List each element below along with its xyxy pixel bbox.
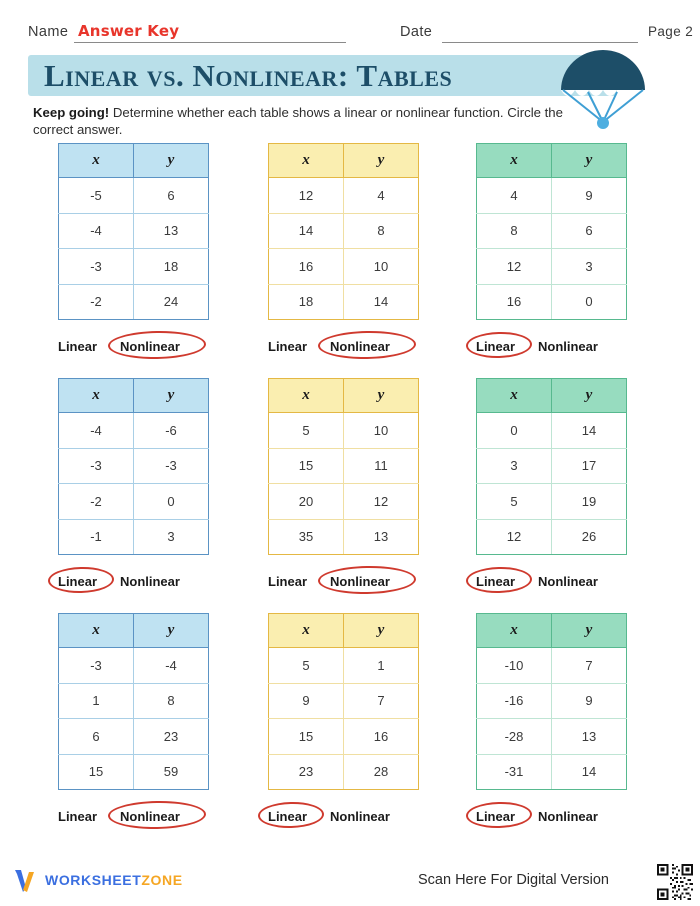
cell-y: 19 (552, 484, 627, 520)
problem-9 (462, 613, 652, 835)
column-header-x: x (269, 614, 344, 648)
function-table (268, 378, 419, 555)
table-row (269, 413, 419, 449)
table-row (59, 484, 209, 520)
cell-x: 4 (477, 178, 552, 214)
cell-x: -2 (59, 284, 134, 320)
cell-y: 28 (344, 754, 419, 790)
cell-y: -6 (134, 413, 209, 449)
choice-nonlinear[interactable]: Nonlinear (330, 809, 390, 824)
table-row (59, 213, 209, 249)
cell-x: 16 (477, 284, 552, 320)
choice-nonlinear[interactable]: Nonlinear (538, 574, 598, 589)
table-row (269, 213, 419, 249)
function-table (476, 143, 627, 320)
choice-linear[interactable]: Linear (476, 339, 516, 354)
problem-4 (44, 378, 234, 600)
cell-y: 0 (552, 284, 627, 320)
choice-linear[interactable]: Linear (58, 809, 98, 824)
cell-x: -3 (59, 249, 134, 285)
choice-linear[interactable]: Linear (268, 809, 308, 824)
answer-choices (462, 570, 652, 600)
problem-1 (44, 143, 234, 365)
cell-x: 12 (477, 519, 552, 555)
cell-x: -16 (477, 683, 552, 719)
column-header-y: y (552, 614, 627, 648)
column-header-y: y (344, 144, 419, 178)
cell-x: 12 (477, 249, 552, 285)
cell-y: 6 (134, 178, 209, 214)
function-table (476, 613, 627, 790)
date-writing-line (442, 42, 638, 43)
choice-nonlinear[interactable]: Nonlinear (538, 809, 598, 824)
table-row (477, 178, 627, 214)
cell-x: 9 (269, 683, 344, 719)
cell-x: 20 (269, 484, 344, 520)
table-row (269, 284, 419, 320)
cell-x: -28 (477, 719, 552, 755)
problem-row (0, 378, 700, 613)
answer-choices (462, 335, 652, 365)
table-row (269, 448, 419, 484)
column-header-x: x (269, 144, 344, 178)
table-row (269, 719, 419, 755)
table-row (269, 648, 419, 684)
cell-y: 24 (134, 284, 209, 320)
table-row (477, 484, 627, 520)
cell-y: 4 (344, 178, 419, 214)
function-table (58, 378, 209, 555)
table-row (269, 754, 419, 790)
column-header-x: x (269, 379, 344, 413)
column-header-y: y (552, 144, 627, 178)
choice-nonlinear[interactable]: Nonlinear (120, 574, 180, 589)
date-label: Date (400, 24, 433, 40)
cell-y: 26 (552, 519, 627, 555)
column-header-x: x (477, 379, 552, 413)
table-row (477, 683, 627, 719)
cell-y: 10 (344, 413, 419, 449)
table-row (59, 413, 209, 449)
problem-grid (0, 143, 700, 848)
choice-nonlinear[interactable]: Nonlinear (330, 339, 390, 354)
footer (0, 862, 700, 906)
name-label: Name (28, 24, 69, 40)
cell-y: 1 (344, 648, 419, 684)
instructions-body: Determine whether each table shows a linear or nonlinear function. Circle the correct answer. (33, 105, 563, 137)
table-row (59, 719, 209, 755)
column-header-x: x (59, 614, 134, 648)
function-table (58, 143, 209, 320)
cell-y: -3 (134, 448, 209, 484)
problem-7 (44, 613, 234, 835)
cell-x: 15 (269, 719, 344, 755)
cell-y: 7 (552, 648, 627, 684)
cell-x: 15 (269, 448, 344, 484)
cell-y: 6 (552, 213, 627, 249)
cell-y: 10 (344, 249, 419, 285)
brand-name (45, 872, 183, 888)
table-row (477, 519, 627, 555)
cell-y: 3 (134, 519, 209, 555)
table-row (59, 754, 209, 790)
column-header-x: x (59, 379, 134, 413)
table-row (477, 719, 627, 755)
page-number: Page 2 (648, 24, 694, 39)
cell-x: 3 (477, 448, 552, 484)
choice-linear[interactable]: Linear (268, 574, 308, 589)
cell-x: -31 (477, 754, 552, 790)
column-header-y: y (134, 379, 209, 413)
column-header-y: y (344, 379, 419, 413)
cell-x: 35 (269, 519, 344, 555)
column-header-x: x (59, 144, 134, 178)
answer-choices (254, 570, 444, 600)
cell-x: -4 (59, 213, 134, 249)
table-row (59, 284, 209, 320)
brand-name-second: ZONE (141, 872, 183, 888)
choice-nonlinear[interactable]: Nonlinear (120, 339, 180, 354)
cell-x: 5 (269, 413, 344, 449)
worksheet-zone-logo-icon (14, 868, 42, 894)
cell-x: 14 (269, 213, 344, 249)
problem-8 (254, 613, 444, 835)
column-header-x: x (477, 614, 552, 648)
table-row (269, 178, 419, 214)
cell-x: -10 (477, 648, 552, 684)
cell-y: 14 (344, 284, 419, 320)
problem-5 (254, 378, 444, 600)
instructions (33, 104, 573, 138)
table-row (59, 683, 209, 719)
cell-x: 18 (269, 284, 344, 320)
problem-row (0, 143, 700, 378)
name-field-value: Answer Key (78, 22, 180, 40)
cell-y: 11 (344, 448, 419, 484)
choice-linear[interactable]: Linear (476, 574, 516, 589)
choice-linear[interactable]: Linear (476, 809, 516, 824)
answer-choices (254, 335, 444, 365)
cell-x: 5 (269, 648, 344, 684)
choice-linear[interactable]: Linear (268, 339, 308, 354)
cell-y: 8 (344, 213, 419, 249)
cell-y: -4 (134, 648, 209, 684)
cell-y: 23 (134, 719, 209, 755)
cell-x: -1 (59, 519, 134, 555)
answer-choices (44, 335, 234, 365)
cell-x: -3 (59, 648, 134, 684)
cell-x: 8 (477, 213, 552, 249)
problem-6 (462, 378, 652, 600)
cell-x: -5 (59, 178, 134, 214)
table-row (477, 413, 627, 449)
table-row (477, 213, 627, 249)
answer-choices (44, 805, 234, 835)
brand-name-first: WORKSHEET (45, 872, 142, 888)
cell-y: 16 (344, 719, 419, 755)
table-row (477, 648, 627, 684)
cell-x: -4 (59, 413, 134, 449)
column-header-y: y (134, 144, 209, 178)
instructions-lead: Keep going! (33, 105, 110, 120)
function-table (476, 378, 627, 555)
cell-y: 8 (134, 683, 209, 719)
cell-y: 14 (552, 754, 627, 790)
problem-row (0, 613, 700, 848)
column-header-y: y (134, 614, 209, 648)
cell-x: -2 (59, 484, 134, 520)
function-table (268, 613, 419, 790)
problem-2 (254, 143, 444, 365)
table-row (269, 484, 419, 520)
cell-y: 17 (552, 448, 627, 484)
cell-x: 1 (59, 683, 134, 719)
answer-choices (462, 805, 652, 835)
cell-x: 0 (477, 413, 552, 449)
table-row (269, 683, 419, 719)
qr-code-icon[interactable] (655, 862, 695, 902)
table-row (59, 249, 209, 285)
choice-nonlinear[interactable]: Nonlinear (538, 339, 598, 354)
scan-prompt: Scan Here For Digital Version (418, 872, 609, 888)
cell-x: 5 (477, 484, 552, 520)
table-row (269, 519, 419, 555)
function-table (268, 143, 419, 320)
cell-y: 13 (134, 213, 209, 249)
cell-y: 9 (552, 178, 627, 214)
table-row (477, 754, 627, 790)
choice-nonlinear[interactable]: Nonlinear (120, 809, 180, 824)
column-header-x: x (477, 144, 552, 178)
cell-y: 9 (552, 683, 627, 719)
cell-y: 12 (344, 484, 419, 520)
table-row (59, 178, 209, 214)
function-table (58, 613, 209, 790)
cell-x: 12 (269, 178, 344, 214)
column-header-y: y (552, 379, 627, 413)
table-row (477, 284, 627, 320)
choice-nonlinear[interactable]: Nonlinear (330, 574, 390, 589)
name-writing-line (74, 42, 346, 43)
table-row (59, 519, 209, 555)
answer-choices (254, 805, 444, 835)
choice-linear[interactable]: Linear (58, 574, 98, 589)
choice-linear[interactable]: Linear (58, 339, 98, 354)
cell-x: 6 (59, 719, 134, 755)
header-meta-row (0, 22, 700, 46)
table-row (477, 448, 627, 484)
table-row (59, 648, 209, 684)
cell-y: 13 (552, 719, 627, 755)
problem-3 (462, 143, 652, 365)
cell-y: 13 (344, 519, 419, 555)
cell-y: 18 (134, 249, 209, 285)
table-row (269, 249, 419, 285)
cell-y: 59 (134, 754, 209, 790)
cell-x: -3 (59, 448, 134, 484)
cell-y: 3 (552, 249, 627, 285)
answer-choices (44, 570, 234, 600)
cell-y: 0 (134, 484, 209, 520)
cell-x: 15 (59, 754, 134, 790)
cell-y: 7 (344, 683, 419, 719)
table-row (59, 448, 209, 484)
cell-x: 23 (269, 754, 344, 790)
cell-x: 16 (269, 249, 344, 285)
table-row (477, 249, 627, 285)
column-header-y: y (344, 614, 419, 648)
page-title: Linear vs. Nonlinear: Tables (44, 58, 453, 93)
cell-y: 14 (552, 413, 627, 449)
